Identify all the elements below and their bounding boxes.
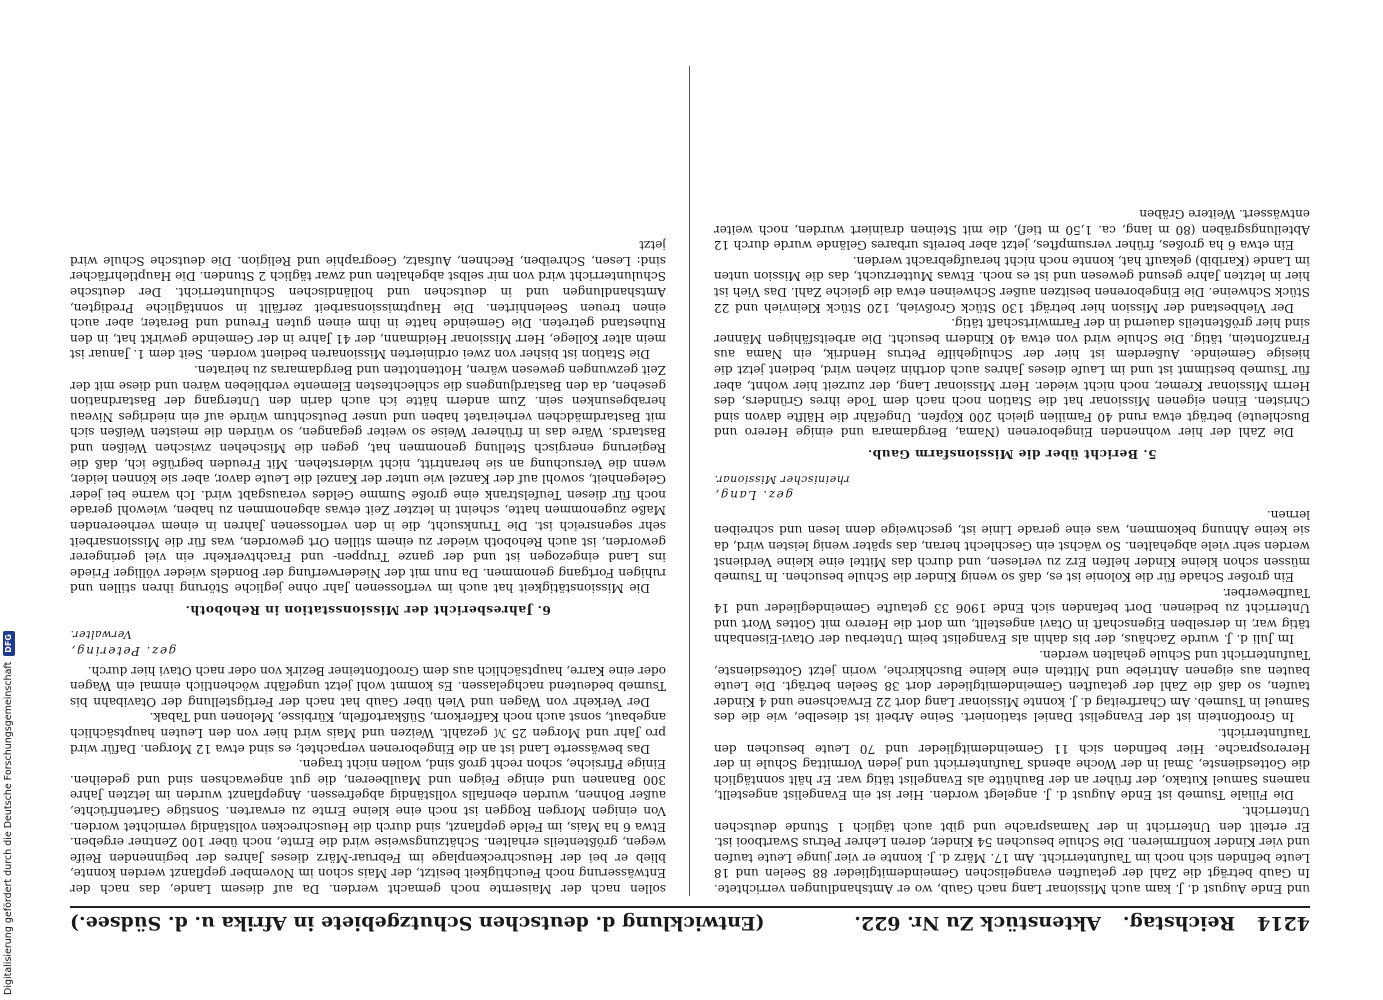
paragraph: Die Zahl der hier wohnenden Eingeborenen (Nama, Bergdamara und einige Herero und Buschleute) beträgt etwa rund 40 Familien gleich 200 Köpfen. Ungefähr die Hälfte davon sind Christen. Einen eigenen Missionar hat die Station noch nach dem Tode ihres Gründers, des Herrn Missionar Kremer, noch nicht wieder. Herr Missionar Lang, der zurzeit hier wohnt, aber für Tsumeb bestimmt ist und im Laufe dieses Jahres auch dorthin ziehen wird, bedient jetzt die hiesige Gemeinde. Außerdem ist hier der Schulgehilfe Petrus Hendrik, ein Nama aus Franzfontein, tätig. Die Schule wird von etwa 40 Kindern besucht. Die arbeitsfähigen Männer sind hier größtenteils dauernd in der Farmwirtschaft tätig.: [714, 316, 1310, 440]
paragraph: Ein großer Schade für die Kolonie ist es, daß so wenig Kinder die Schule besuchen. In Tsumeb müssen schon kleine Kinder helfen Erz zu verlesen, und durch das Mittel eine kleine Verdienst werden sehr viele abgehalten. So wächst ein Geschlecht heran, das später wenig leisten wird, da sie keine Ahnung bekommen, was eine gerade Linie ist, geschweige denn lesen und schreiben lernen.: [714, 507, 1310, 585]
digitization-credit: [2, 600, 16, 995]
signature-role: rheinischer Missionar.: [714, 472, 850, 486]
paragraph: Ein etwa 6 ha großes, früher versumpftes, jetzt aber bereits urbares Gelände wurde durch 12 Abteilungsgräben (80 m lang, ca. 1,50 m tief), die mit Steinen drainiert wurden, noch weiter entwässert. Weitere Gräben: [714, 207, 1310, 253]
section-title: 6. Jahresbericht der Missionsstation in Rehoboth.: [185, 602, 551, 617]
left-column: [714, 66, 1310, 896]
paragraph: und Ende August d. J. kam auch Missionar Lang nach Gaub, wo er Amtshandlungen verrichtete. In Gaub beträgt die Zahl der getauften evangelischen Gemeindemitglieder 88 Seelen und 18 Leute befinden sich noch im Taufunterricht. Am 17. März d. J. konnte er vier junge Leute taufen und vier Kinder konfirmieren. Die Schule besuchen 54 Kinder, deren Lehrer Petrus Swartbooi ist. Er erteilt den Unterricht in der Namasprache und gibt auch täglich 1 Stunde deutschen Unterricht.: [714, 804, 1310, 896]
paragraph: sollen nach der Maisernte noch gemacht werden. Da auf diesem Lande, das nach der Entwässerung noch Feuchtigkeit besitzt, der Mais schon im November gepflanzt werden konnte, blieb er bei der Heuschreckenplage im Februar-März dieses Jahres der beginnenden Reife wegen, größtenteils erhalten. Schätzungsweise wird die Ernte, noch über 100 Zentner ergeben. Etwa 6 ha Mais, im Felde gepflanzt, sind durch die Heuschrecken vollständig vernichtet worden. Von einigen Morgen Roggen ist noch eine kleine Ernte zu erwarten. Sonstige Gartenfrüchte, außer Bohnen, wurden ebenfalls vollständig abgefressen. Angepflanzt wurden im letzten Jahre 300 Bananen und einige Feigen und Maulbeeren, die gut angewachsen sind und gedeihen. Einige Pfirsiche, schon recht groß sind, wollen nicht tragen.: [70, 757, 666, 896]
paragraph: Die Station ist bisher von zwei ordinierten Missionaren bedient worden. Seit dem 1. Januar ist mein alter Kollege, Herr Missionar Heidmann, der 41 Jahre in der Gemeinde gewirkt hat, in den Ruhestand getreten. Die Gemeinde hatte in ihm einen guten Freund und Berater, aber auch einen treuen Seelenhirten. Die Hauptmissionsarbeit zerfällt in sonntägliche Predigten, Amtshandlungen und in deutschen und holländischen Schulunterricht. Der deutsche Schulunterricht wird von mir selbst abgehalten und zwar täglich 2 Stunden. Die Hauptlehrfächer sind: Lesen, Schreiben, Rechnen, Aufsatz, Geographie und Religion. Die deutsche Schule wird jetzt: [70, 238, 666, 362]
dfg-logo: DFG: [3, 631, 15, 656]
paragraph: Der Verkehr von Wagen und Vieh über Gaub hat nach der Fertigstellung der Otavibahn bis Tsumeb bedeutend nachgelassen. Es kommt wohl jetzt ungefähr wöchentlich einmal ein Wagen oder eine Karre, hauptsächlich aus dem Grootfonteiner Bezirk von oder nach Otavi hier durch.: [70, 663, 666, 709]
paragraph: In Grootfontein ist der Evangelist Daniel stationiert. Seine Arbeit ist dieselbe, wie die des Samuel in Tsumeb. Am Charfreitag d. J. konnte Missionar Lang dort 22 Erwachsene und 4 Kinder taufen, so daß die Zahl der getauften Gemeindemitglieder dort 38 Seelen beträgt. Die Leute bauten aus eigenen Antriebe und Mitteln eine kleine Buschkirche, worin jetzt Gottesdienste, Taufunterricht und Schule gehalten werden.: [714, 648, 1310, 725]
credit-text: Digitalisierung gefördert durch die Deutsche Forschungsgemeinschaft: [3, 661, 14, 995]
paragraph: Die Missionstätigkeit hat auch im verflossenen Jahr ohne jegliche Störung ihren stillen und ruhigen Fortgang genommen. Da nun mit der Niederwerfung der Bondels wieder völliger Friede ins Land eingezogen ist und der ganze Truppen- und Frachtverkehr ein viel geringerer geworden, ist auch Rehoboth wieder zu einem stillen Ort geworden, was für die Missionsarbeit sehr segensreich ist. Die Trunksucht, die in den verflossenen Jahren in einem verheerenden Maße zugenommen hatte, scheint in letzter Zeit etwas abgenommen zu haben, wiewohl gerade noch für diesen Teufelstrank eine große Summe Geldes verausgabt wird. Ich warne bei jeder Gelegenheit, sowohl auf der Kanzel wie unter der Kanzel die Leute davor, aber sie können leider, wenn die Versuchung an sie herantritt, nicht widerstehen. Mit Freuden begrüße ich, daß die Regierung energisch Stellung genommen hat, gegen die Mischehen zwischen Weißen und Bastards. Wäre das in früherer Weise so weiter gegangen, so würden die meisten Weißen sich mit Bastardmädchen verheiratet haben und unser Deutschtum würde auf ein niedriges Niveau herabgesunken sein. Zum andern hätte ich auch darin den Untergang der Bastardnation gesehen, da den Bastardjungens die schlechtesten Elemente verblieben wären und diese mit der Zeit gezwungen gewesen wären, Hottentotten und Bergdamaras zu heiraten.: [70, 363, 666, 596]
column-divider: [689, 66, 690, 896]
paragraph: Im Juli d. J. wurde Zachäus, der bis dahin als Evangelist beim Unterbau der Otavi-Eisenbahn tätig war, in derselben Eigenschaft in Otavi angestellt, um dort die Herero mit Gottes Wort und Unterricht zu bedienen. Dort befanden sich Ende 1906 33 getaufte Gemeindeglieder und 14 Taufbewerber.: [714, 585, 1310, 647]
signature: [70, 627, 666, 658]
section-title: 5. Bericht über die Missionsfarm Gaub.: [867, 446, 1157, 461]
signature-name: gez. Lang,: [714, 488, 794, 503]
header-body: Reichstag.: [1122, 912, 1236, 934]
right-column: [70, 66, 666, 896]
page-header: [70, 906, 1310, 940]
signature-name: gez. Petering,: [70, 644, 177, 659]
paragraph: Das bewässerte Land ist an die Eingeborenen verpachtet; es sind etwa 12 Morgen. Dafür wird pro Jahr und Morgen 25 ℳ gezahlt. Weizen und Mais wird hier von den Leuten hauptsächlich angebaut, sonst auch noch Kafferkorn, Süßkartoffeln, Kürbisse, Melonen und Tabak.: [70, 710, 666, 756]
signature: [714, 471, 1310, 502]
page-number: 4214: [1257, 912, 1310, 934]
signature-role: Verwalter.: [70, 628, 132, 642]
paragraph: Die Filiale Tsumeb ist Ende August d. J. angelegt worden. Hier ist ein Evangelist angestellt, namens Samuel Kutako, der früher an der Bauhütte als Evangelist tätig war. Er hält sonntäglich die Gottesdienste, 3mal in der Woche abends Taufunterricht und jeden Vormittag Schule in der Hererosprache. Hier befinden sich 11 Gemeindemitglieder und 70 Leute besuchen den Taufunterricht.: [714, 726, 1310, 803]
rotated-scan-page: [70, 60, 1310, 940]
paragraph: Der Viehbestand der Mission hier beträgt 130 Stück Großvieh, 120 Stück Kleinvieh und 22 Stück Schweine. Die Eingeborenen besitzen außer Schweinen etwa die gleiche Zahl. Das Vieh ist hier in letzten Jahre gesund gewesen und ist es noch. Etwas Mutterzucht, das die Mission unten im Lande (Karibib) gekauft hat, konnte noch nicht heraufgebracht werden.: [714, 253, 1310, 315]
header-document: Aktenstück Zu Nr. 622.: [854, 912, 1101, 934]
header-title: (Entwicklung d. deutschen Schutzgebiete in Afrika u. d. Südsee.): [70, 912, 765, 934]
